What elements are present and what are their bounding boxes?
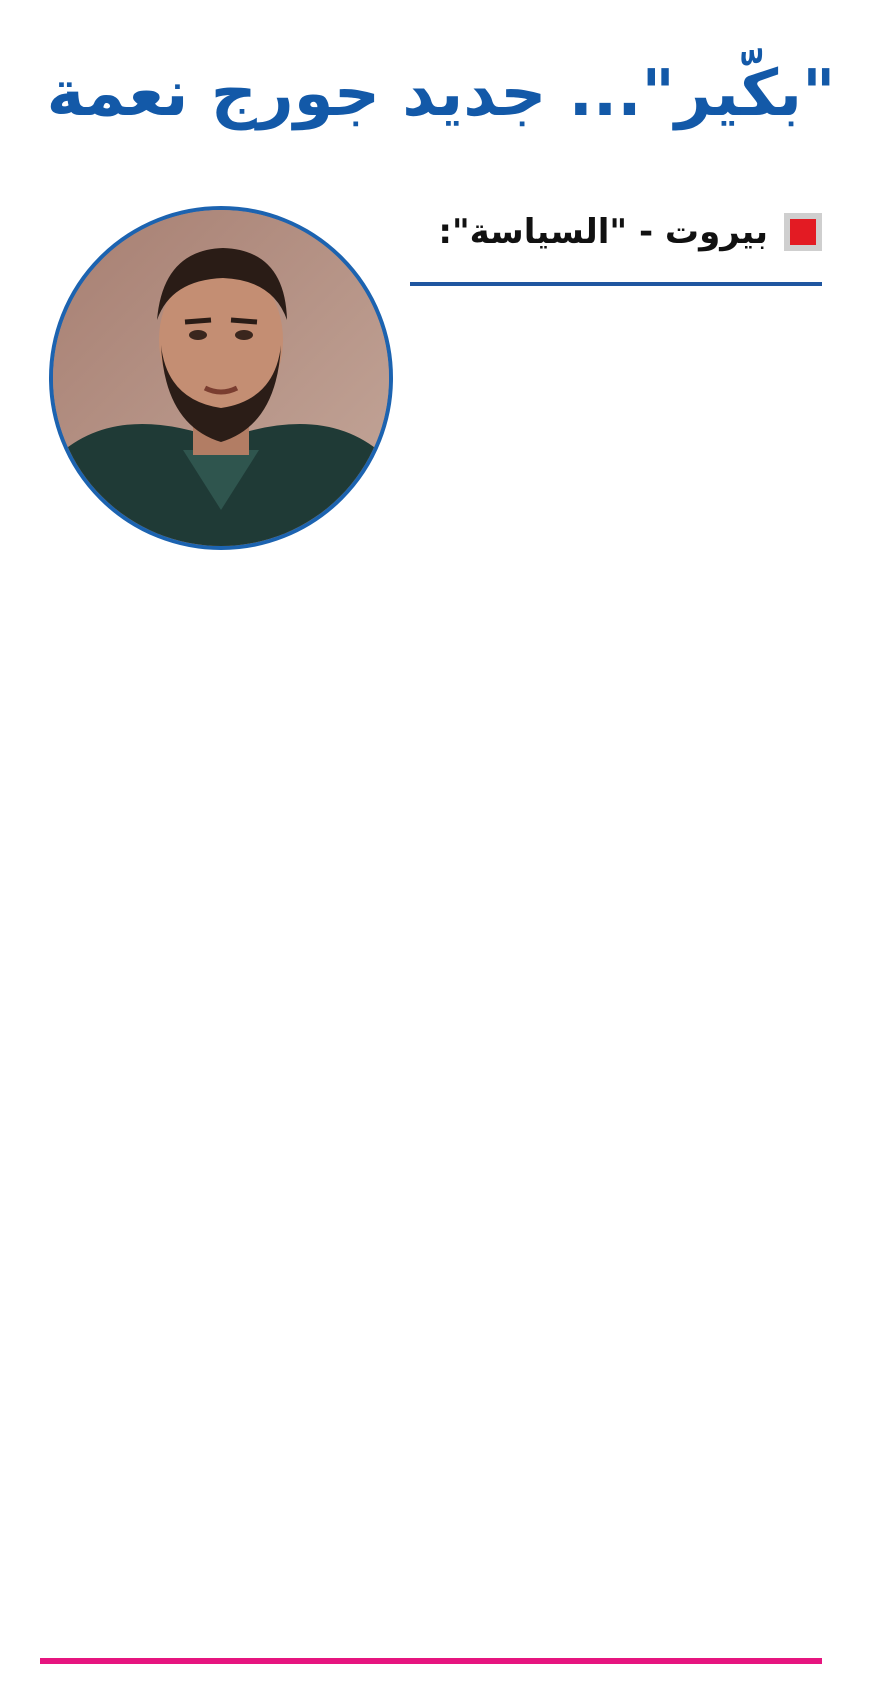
dateline: [438, 200, 822, 264]
bottom-divider: [40, 1658, 822, 1664]
portrait-photo: [49, 206, 393, 550]
article-headline: "بكّير"... جديد جورج نعمة: [46, 57, 836, 131]
dateline-divider: [410, 282, 822, 286]
red-square-bullet-icon: [784, 213, 822, 251]
dateline-text: بيروت - "السياسة":: [438, 212, 768, 252]
portrait-photo-icon: [53, 210, 389, 546]
